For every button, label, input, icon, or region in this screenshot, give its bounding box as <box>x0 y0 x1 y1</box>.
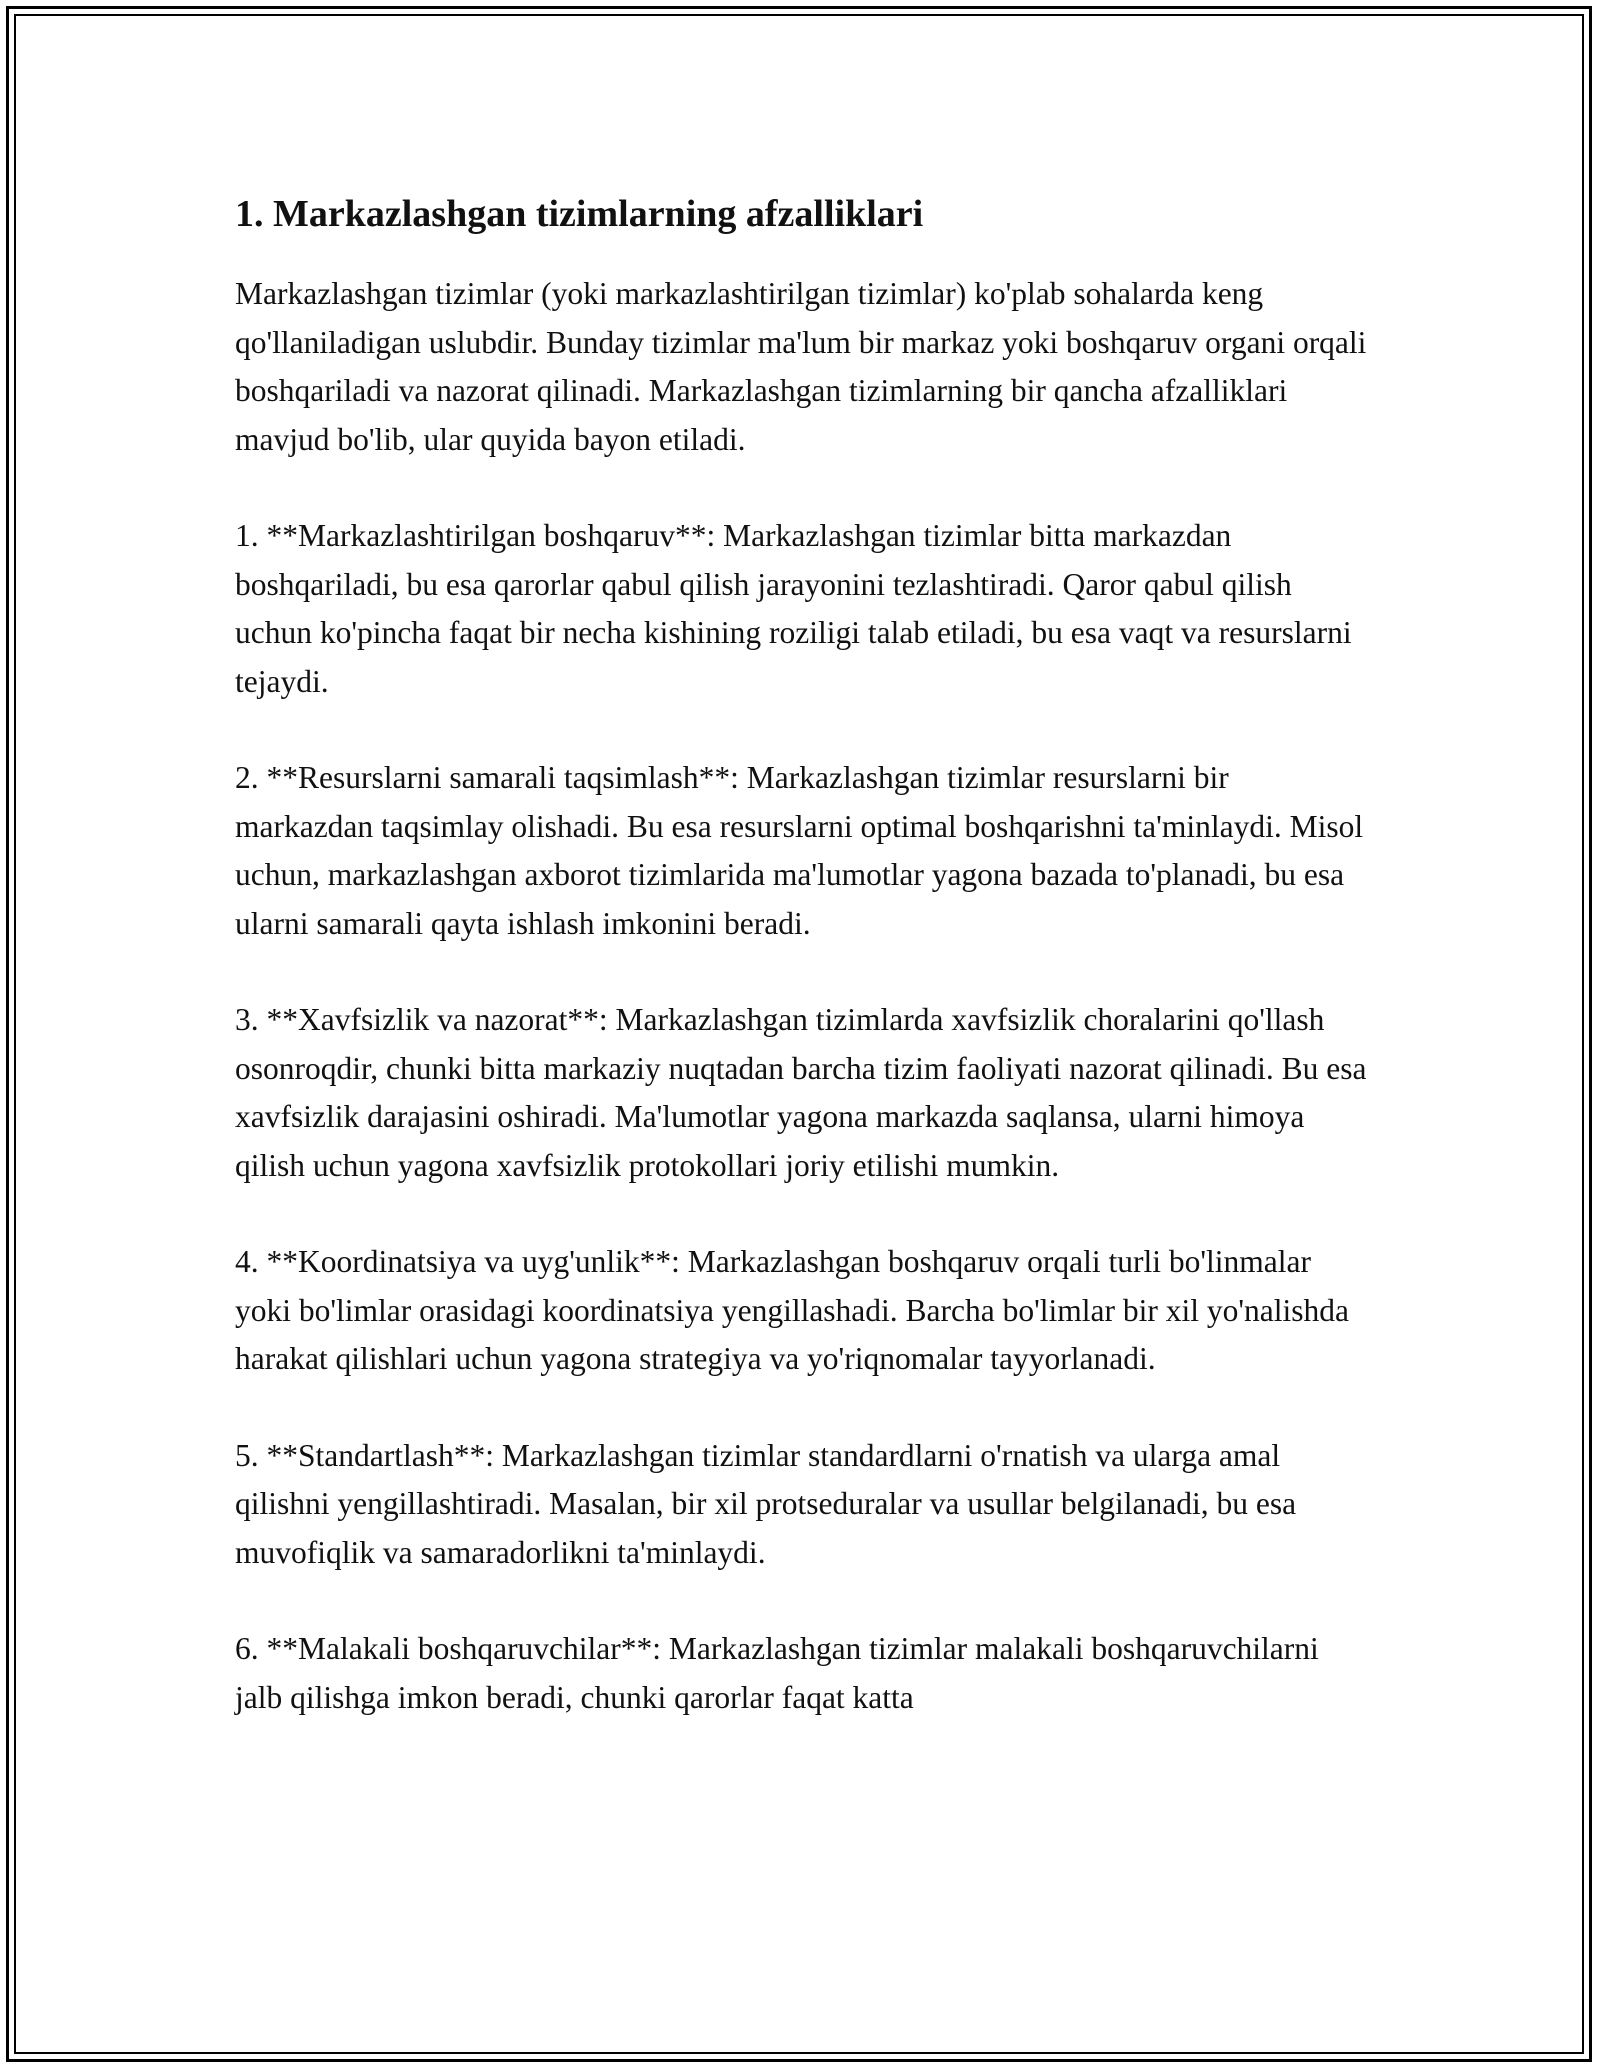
point-3-paragraph: 3. **Xavfsizlik va nazorat**: Markazlashgan tizimlarda xavfsizlik choralarini qo'llash osonroqdir, chunki bitta markaziy nuqtadan barcha tizim faoliyati nazorat qilinadi. Bu esa xavfsizlik darajasini oshiradi. Ma'lumotlar yagona markazda saqlansa, ularni himoya qilish uchun yagona xavfsizlik protokollari joriy etilishi mumkin. <box>235 1002 1367 1183</box>
point-2-paragraph: 2. **Resurslarni samarali taqsimlash**: Markazlashgan tizimlar resurslarni bir markazdan taqsimlay olishadi. Bu esa resurslarni optimal boshqarishni ta'minlaydi. Misol uchun, markazlashgan axborot tizimlarida ma'lumotlar yagona bazada to'planadi, bu esa ularni samarali qayta ishlash imkonini beradi. <box>235 760 1364 941</box>
point-6-paragraph: 6. **Malakali boshqaruvchilar**: Markazlashgan tizimlar malakali boshqaruvchilarni jalb qilishga imkon beradi, chunki qarorlar faqat katta <box>235 1631 1319 1715</box>
point-4-paragraph: 4. **Koordinatsiya va uyg'unlik**: Markazlashgan boshqaruv orqali turli bo'linmalar yoki bo'limlar orasidagi koordinatsiya yengillashadi. Barcha bo'limlar bir xil yo'nalishda harakat qilishlari uchun yagona strategiya va yo'riqnomalar tayyorlanadi. <box>235 1244 1350 1376</box>
section-heading: 1. Markazlashgan tizimlarning afzalliklari <box>235 193 924 235</box>
document-body <box>235 186 1370 1770</box>
intro-paragraph: Markazlashgan tizimlar (yoki markazlashtirilgan tizimlar) ko'plab sohalarda keng qo'llaniladigan uslubdir. Bunday tizimlar ma'lum bir markaz yoki boshqaruv organi orqali boshqariladi va nazorat qilinadi. Markazlashgan tizimlarning bir qancha afzalliklari mavjud bo'lib, ular quyida bayon etiladi. <box>235 276 1367 457</box>
point-5-paragraph: 5. **Standartlash**: Markazlashgan tizimlar standardlarni o'rnatish va ularga amal qilishni yengillashtiradi. Masalan, bir xil protseduralar va usullar belgilanadi, bu esa muvofiqlik va samaradorlikni ta'minlaydi. <box>235 1437 1297 1570</box>
point-1-paragraph: 1. **Markazlashtirilgan boshqaruv**: Markazlashgan tizimlar bitta markazdan boshqariladi, bu esa qarorlar qabul qilish jarayonini tezlashtiradi. Qaror qabul qilish uchun ko'pincha faqat bir necha kishining roziligi talab etiladi, bu esa vaqt va resurslarni tejaydi. <box>235 518 1352 699</box>
